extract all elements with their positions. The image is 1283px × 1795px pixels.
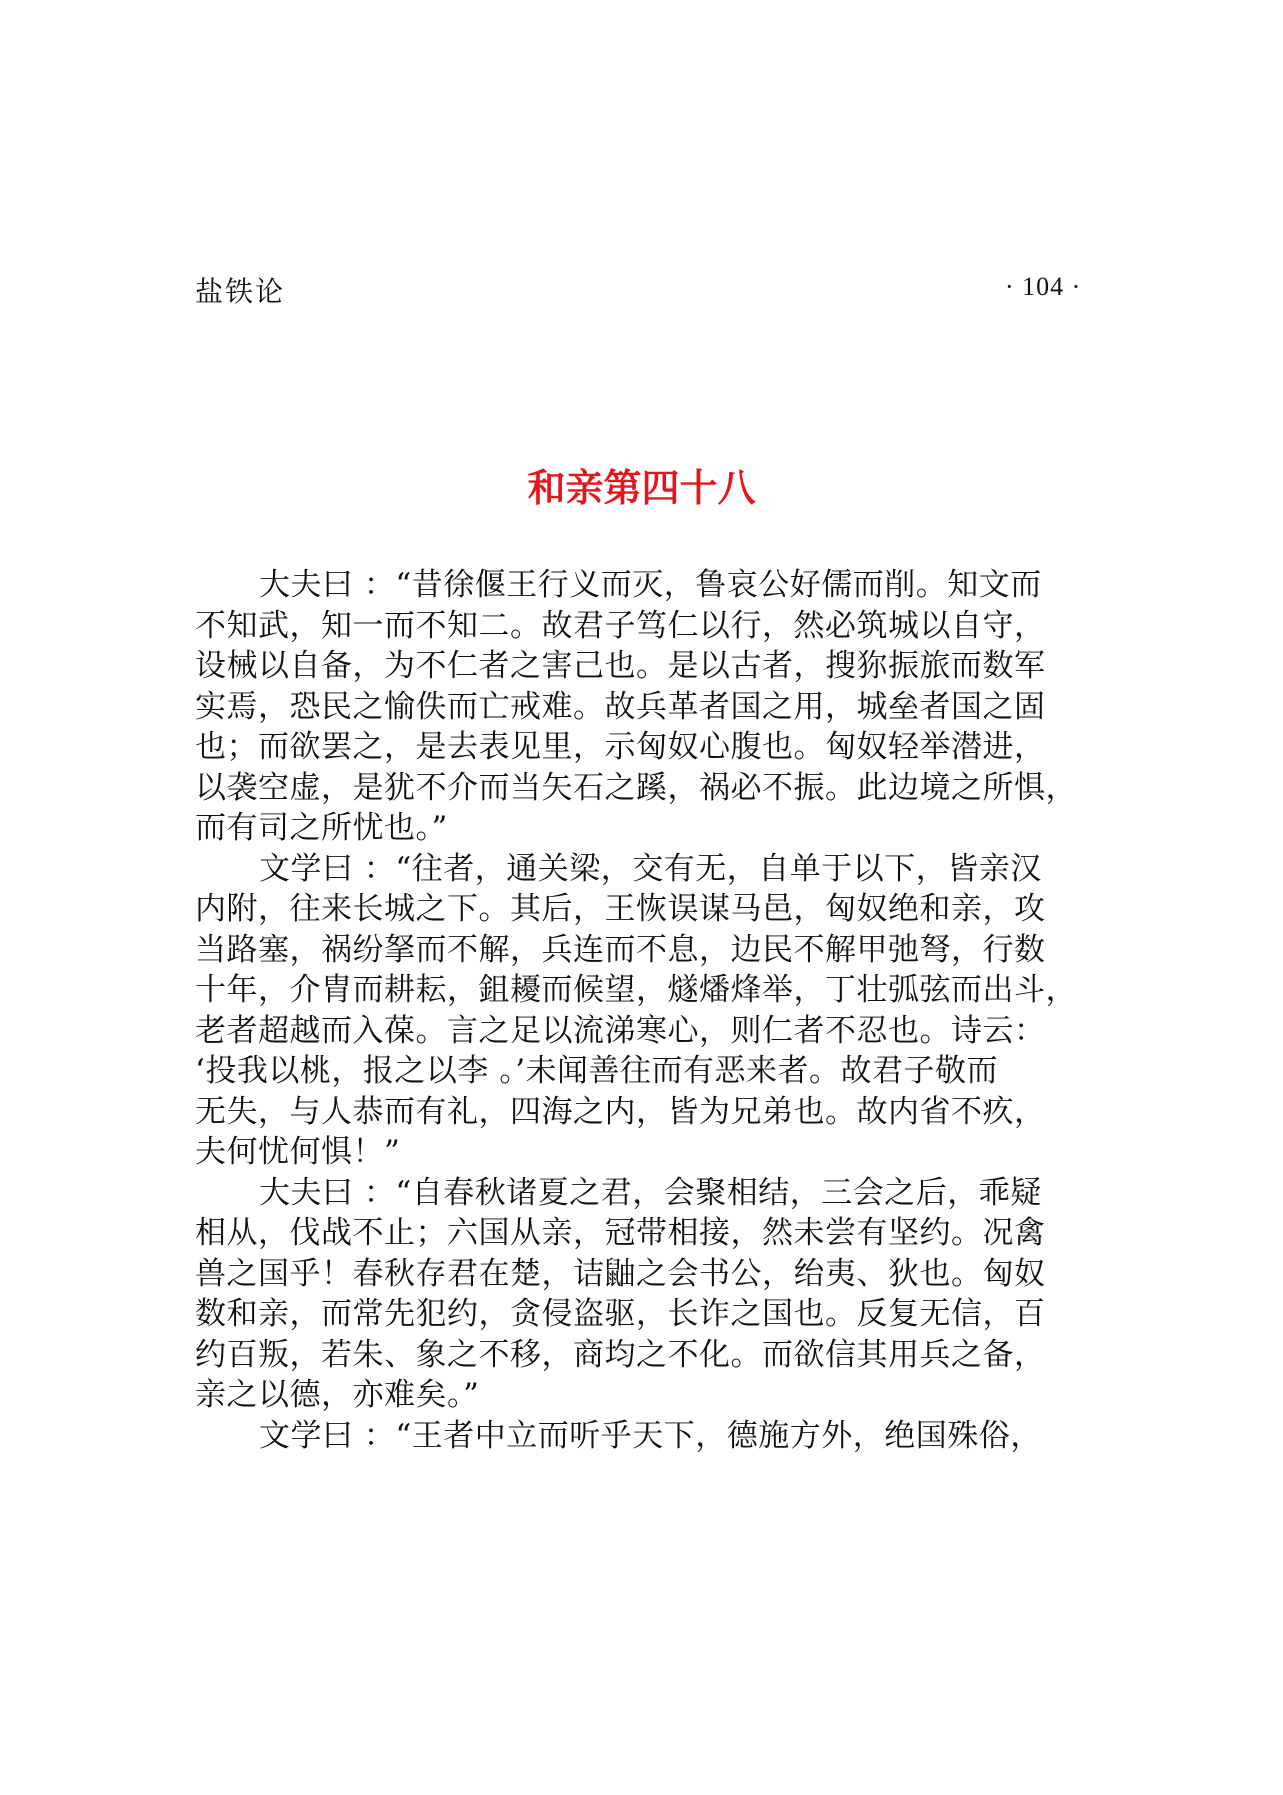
text-line: 文学曰 ：“王者中立而听乎天下，德施方外，绝国殊俗， [259,1417,1042,1454]
chapter-title: 和亲第四十八 [527,466,756,510]
text-line: 而有司之所忧也。” [195,810,448,846]
book-title: 盐铁论 [195,275,286,308]
text-line: 老者超越而入葆。言之足以流涕寒心，则仁者不忍也。诗云： [195,1012,1046,1049]
text-line: 也；而欲罢之，是去表见里，示匈奴心腹也。匈奴轻举潜进， [195,729,1046,765]
text-line: ‘投我以桃，报之以李 。’未闻善往而有恶来者。故君子敬而 [195,1053,999,1089]
text-line: 大夫曰 ：“自春秋诸夏之君，会聚相结，三会之后，乖疑 [259,1174,1042,1211]
text-line: 以袭空虚，是犹不介而当矢石之蹊，祸必不振。此边境之所惧， [195,769,1077,806]
body-text [195,565,1095,1456]
text-line: 亲之以德，亦难矣。” [195,1377,480,1413]
text-line: 相从，伐战不止；六国从亲，冠带相接，然未尝有坚约。况禽 [195,1215,1046,1251]
text-line: 数和亲，而常先犯约，贪侵盗驱，长诈之国也。反复无信，百 [195,1296,1046,1332]
text-line: 兽之国乎！春秋存君在楚，诘鼬之会书公，绐夷、狄也。匈奴 [195,1255,1046,1292]
text-line: 十年，介胄而耕耘，鉏耰而候望，燧燔烽举，丁壮弧弦而出斗， [195,972,1077,1008]
text-line: 无失，与人恭而有礼，四海之内，皆为兄弟也。故内省不疚， [195,1093,1046,1130]
text-line: 约百叛，若朱、象之不移，商均之不化。而欲信其用兵之备， [195,1336,1046,1373]
page-number: · 104 · [1005,272,1082,301]
text-line: 夫何忧何惧！” [195,1134,401,1170]
text-line: 文学曰 ：“往者，通关梁，交有无，自单于以下，皆亲汉 [259,850,1042,887]
text-line: 设械以自备，为不仁者之害己也。是以古者，搜狝振旅而数军 [195,648,1046,684]
text-line: 实焉，恐民之愉佚而亡戒难。故兵革者国之用，城垒者国之固 [195,688,1046,725]
text-line: 内附，往来长城之下。其后，王恢误谋马邑，匈奴绝和亲，攻 [195,891,1046,927]
text-line: 不知武，知一而不知二。故君子笃仁以行，然必筑城以自守， [195,607,1046,644]
text-line: 大夫曰 ：“昔徐偃王行义而灭，鲁哀公好儒而削。知文而 [259,567,1042,603]
text-line: 当路塞，祸纷拏而不解，兵连而不息，边民不解甲弛弩，行数 [195,931,1046,968]
